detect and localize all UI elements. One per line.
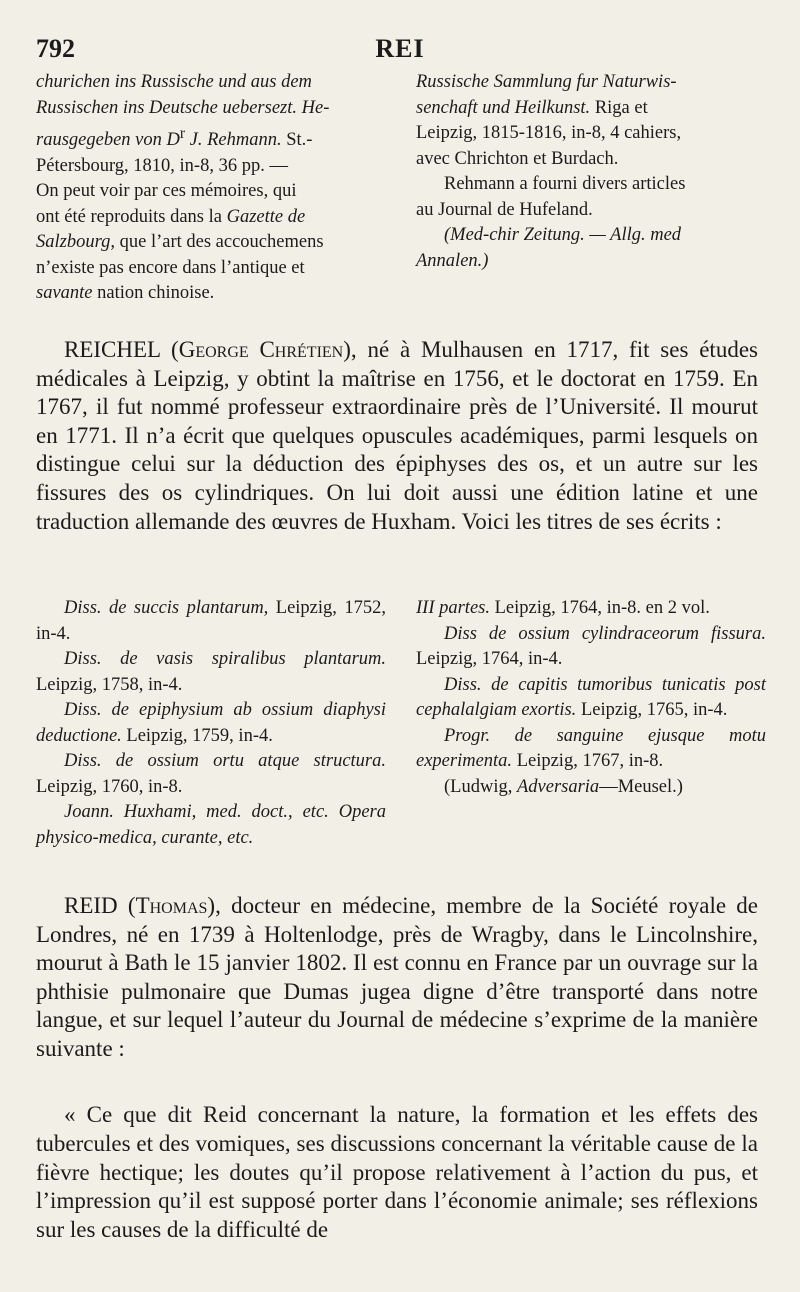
work-imprint: Leipzig, 1764, in-8. en 2 vol.: [489, 598, 710, 618]
text-fragment: senchaft und Heilkunst.: [416, 97, 591, 118]
works-right-column: [416, 596, 766, 851]
quoted-review: « Ce que dit Reid concernant la nature, la formation et les effets des tubercules et des vomiques, ses discussions concernant la véritable cause de la fièvre hectique; les doutes qu’il propose relativement à l’action du pus, et l’impression qu’il est supposé porter dans l’économie animale; ses réflexions sur les causes de la difficulté de: [36, 1102, 758, 1243]
text-line: (Med-chir Zeitung. — Allg. med: [444, 225, 682, 245]
work-item: [416, 622, 766, 673]
page-header: [36, 34, 764, 68]
text-fragment: savante: [36, 283, 93, 304]
text-fragment: rausgegeben von D: [36, 130, 180, 151]
work-imprint: Leipzig, 1765, in-4.: [576, 700, 728, 720]
work-item: [416, 724, 766, 775]
page-number: 792: [36, 34, 75, 63]
entry-reid: REID (Thomas), docteur en médecine, membre de la Société royale de Londres, né en 1739 à Holtenlodge, près de Wragby, dans le Lincolnshire, mourut à Bath le 15 janvier 1802. Il est connu en France par un ouvrage sur la phthisie pulmonaire que Dumas jugea digne d’être transporté dans notre langue, et sur lequel l’auteur du Journal de médecine s’exprime de la manière suivante :: [36, 893, 759, 1061]
top-right-column: [416, 70, 766, 307]
work-imprint: Leipzig, 1760, in-8.: [36, 776, 183, 797]
text-fragment: que l’art des accouchemens: [114, 232, 324, 253]
work-title: Diss. de capitis tumoribus tunicatis post cephalalgiam exortis.: [416, 674, 766, 720]
source-text: (Ludwig,: [444, 776, 517, 797]
text-line: Russischen ins Deutsche uebersezt. He-: [36, 97, 330, 118]
text-line: churichen ins Russische und aus dem: [36, 72, 312, 92]
top-continuation-columns: [36, 70, 766, 307]
text-line: avec Chrichton et Burdach.: [416, 148, 619, 169]
entry-reichel: REICHEL (George Chrétien), né à Mulhausen en 1717, fit ses études médicales à Leipzig, y obtint la maîtrise en 1756, et le doctorat en 1759. En 1767, il fut nommé professeur extraordinaire près de l’Université. Il mourut en 1771. Il n’a écrit que quelques opuscules académiques, parmi lesquels on distingue celui sur la déduction des épiphyses des os, et un autre sur les fissures des os cylindriques. On lui doit aussi une édition latine et une traduction allemande des œuvres de Huxham. Voici les titres de ses écrits :: [36, 337, 758, 534]
top-left-column: [36, 70, 386, 307]
text-fragment: St.-: [281, 130, 313, 151]
work-item: [36, 647, 386, 698]
work-title: III partes.: [416, 598, 490, 618]
entry-first-names: George Chrétien: [178, 337, 344, 362]
work-title: Diss. de vasis spiralibus plantarum.: [64, 649, 386, 669]
work-item: [36, 800, 386, 851]
text-fragment: Riga et: [590, 97, 648, 118]
text-line: On peut voir par ces mémoires, qui: [36, 181, 297, 202]
work-title: Diss. de epiphysium ab ossium diaphysi deductione.: [36, 700, 386, 746]
work-imprint: Leipzig, 1758, in-4.: [36, 674, 183, 695]
text-line: Pétersbourg, 1810, in-8, 36 pp. —: [36, 155, 288, 176]
text-line: Rehmann a fourni divers articles: [444, 174, 686, 194]
entry-text: ), né à Mulhausen en 1717, fit ses études médicales à Leipzig, y obtint la maîtrise en 1756, et le doctorat en 1759. En 1767, il fut nommé professeur extraordinaire près de l’Université. Il mourut en 1771. Il n’a écrit que quelques opuscules académiques, parmi lesquels on distingue celui sur la déduction des épiphyses des os, et un autre sur les fissures des os cylindriques. On lui doit aussi une édition latine et une traduction allemande des œuvres de Huxham. Voici les titres de ses écrits :: [36, 337, 758, 534]
work-sources: [416, 775, 766, 801]
work-title: Diss de ossium cylindraceorum fissura.: [444, 623, 766, 644]
entry-headword: REID: [64, 893, 118, 918]
text-line: Annalen.): [416, 250, 489, 271]
entry-headword: REICHEL: [64, 337, 161, 362]
work-title: Diss. de succis plantarum,: [64, 598, 269, 618]
work-title: Diss. de ossium ortu atque structura.: [64, 751, 386, 771]
entry-first-names: Thomas: [135, 893, 208, 918]
entry-text: ), docteur en médecine, membre de la Société royale de Londres, né en 1739 à Holtenlodge, près de Wragby, dans le Lincolnshire, mourut à Bath le 15 janvier 1802. Il est connu en France par un ouvrage sur la phthisie pulmonaire que Dumas jugea digne d’être transporté dans notre langue, et sur lequel l’auteur du Journal de médecine s’exprime de la manière suivante :: [36, 893, 759, 1061]
work-item: [416, 596, 766, 622]
text-fragment: nation chinoise.: [92, 283, 215, 304]
text-fragment: Salzbourg,: [36, 232, 115, 253]
source-text: —Meusel.): [599, 776, 683, 797]
work-title: Joann. Huxhami, med. doct., etc. Opera physico-medica, curante, etc.: [36, 802, 386, 848]
works-left-column: [36, 596, 386, 851]
work-item: [416, 673, 766, 724]
work-title: Progr. de sanguine ejusque motu experimenta.: [416, 725, 766, 771]
work-item: [36, 749, 386, 800]
work-imprint: Leipzig, 1764, in-4.: [416, 649, 563, 669]
work-item: [36, 596, 386, 647]
text-fragment: ont été reproduits dans la: [36, 206, 227, 227]
work-imprint: Leipzig, 1752, in-4.: [36, 598, 386, 644]
text-line: n’existe pas encore dans l’antique et: [36, 257, 305, 278]
source-title: Adversaria: [516, 776, 600, 797]
text-fragment: J. Rehmann.: [185, 130, 282, 151]
works-list-columns: [36, 596, 766, 851]
work-imprint: Leipzig, 1759, in-4.: [121, 725, 273, 746]
text-fragment: r: [179, 125, 185, 142]
text-fragment: Gazette de: [226, 206, 306, 227]
running-head: REI: [375, 34, 425, 63]
work-item: [36, 698, 386, 749]
text-line: au Journal de Hufeland.: [416, 199, 593, 220]
work-imprint: Leipzig, 1767, in-8.: [512, 751, 664, 771]
text-line: Leipzig, 1815-1816, in-8, 4 cahiers,: [416, 123, 682, 143]
text-line: Russische Sammlung fur Naturwis-: [416, 72, 677, 92]
